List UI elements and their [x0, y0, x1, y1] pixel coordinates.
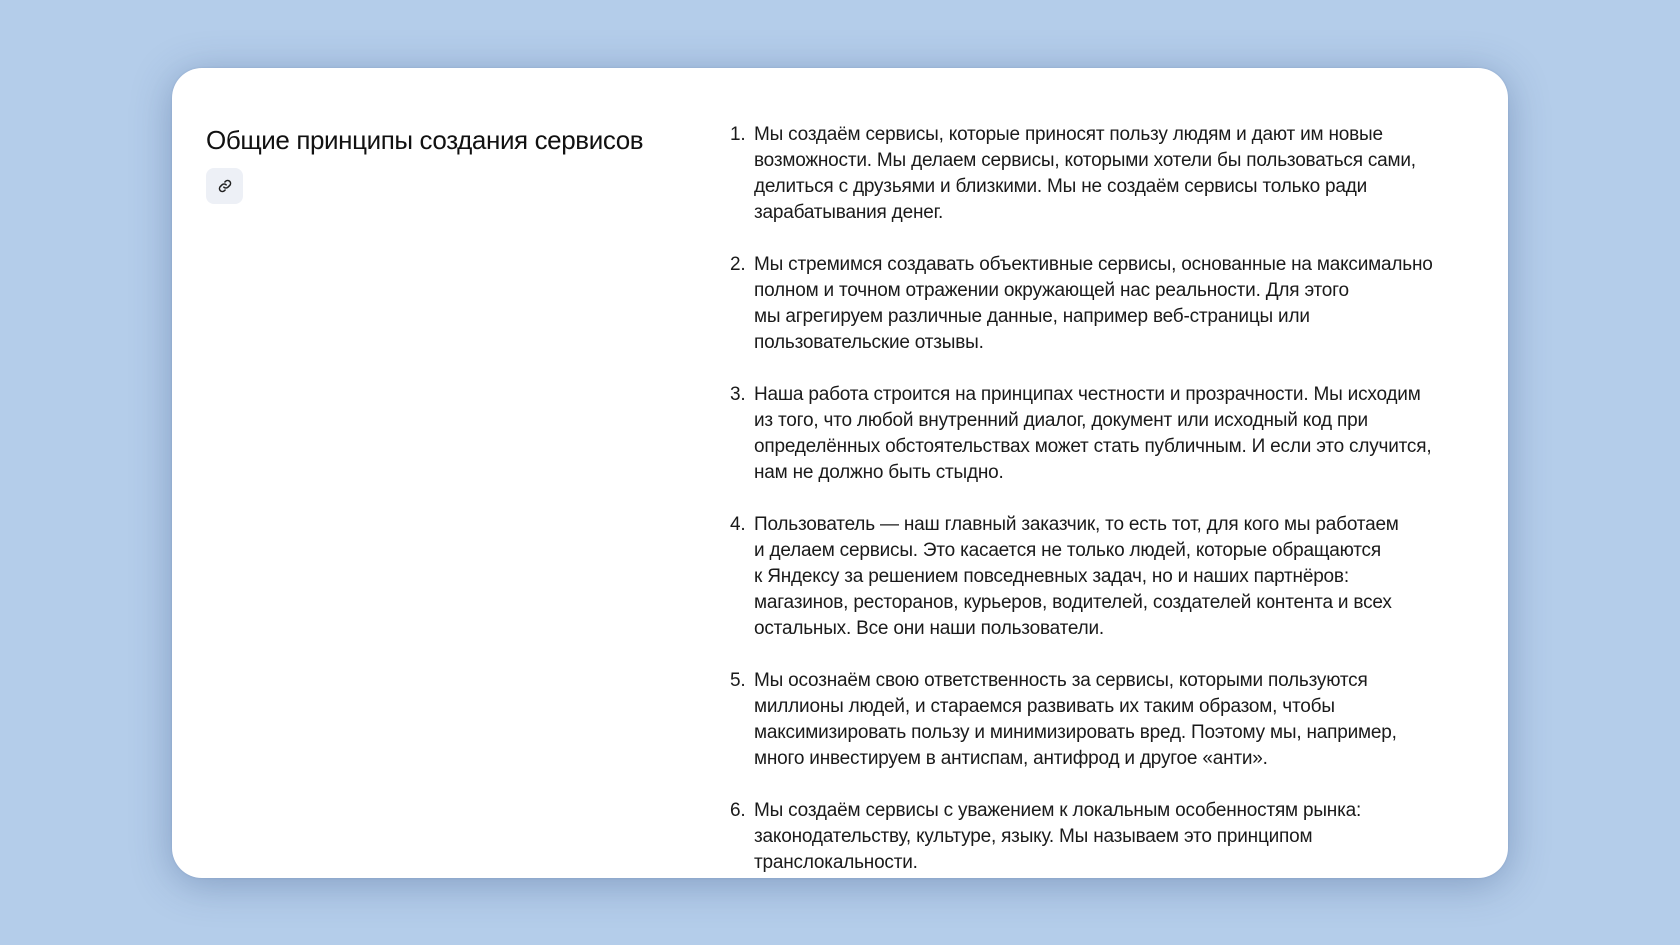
principle-line: Мы стремимся создавать объективные сервисы, основанные на максимально — [754, 254, 1433, 275]
principle-line: из того, что любой внутренний диалог, документ или исходный код при — [754, 410, 1368, 431]
principle-item — [724, 798, 1484, 876]
section-title: Общие принципы создания сервисов — [206, 125, 644, 155]
principle-line: законодательству, культуре, языку. Мы называем это принципом — [754, 826, 1313, 847]
principle-line: к Яндексу за решением повседневных задач, но и наших партнёров: — [754, 566, 1349, 587]
principle-line: миллионы людей, и стараемся развивать их таким образом, чтобы — [754, 696, 1335, 717]
principle-line: остальных. Все они наши пользователи. — [754, 618, 1105, 639]
copy-link-button[interactable] — [206, 168, 243, 204]
principle-number: 2. — [730, 254, 746, 275]
principle-line: пользовательские отзывы. — [754, 332, 984, 353]
principles-list — [724, 122, 1484, 876]
principle-line: зарабатывания денег. — [754, 202, 944, 223]
principle-line: делиться с друзьями и близкими. Мы не создаём сервисы только ради — [754, 176, 1368, 197]
link-icon — [218, 179, 232, 193]
principle-line: магазинов, ресторанов, курьеров, водителей, создателей контента и всех — [754, 592, 1392, 613]
principle-number: 1. — [730, 124, 746, 145]
principle-item — [724, 382, 1484, 486]
principle-line: определённых обстоятельствах может стать публичным. И если это случится, — [754, 436, 1432, 457]
principle-number: 4. — [730, 514, 746, 535]
principle-number: 5. — [730, 670, 746, 691]
principle-number: 3. — [730, 384, 746, 405]
principle-line: и делаем сервисы. Это касается не только людей, которые обращаются — [754, 540, 1381, 561]
principle-number: 6. — [730, 800, 746, 821]
section-header — [206, 124, 726, 204]
content-card — [172, 68, 1508, 878]
principle-line: максимизировать пользу и минимизировать вред. Поэтому мы, например, — [754, 722, 1397, 743]
principles-column — [724, 122, 1484, 878]
principle-item — [724, 668, 1484, 772]
principle-line: Мы осознаём свою ответственность за сервисы, которыми пользуются — [754, 670, 1368, 691]
principle-line: Мы создаём сервисы с уважением к локальным особенностям рынка: — [754, 800, 1362, 821]
principle-line: Пользователь — наш главный заказчик, то есть тот, для кого мы работаем — [754, 514, 1399, 535]
principle-item — [724, 252, 1484, 356]
principle-line: Наша работа строится на принципах честности и прозрачности. Мы исходим — [754, 384, 1421, 405]
principle-line: полном и точном отражении окружающей нас реальности. Для этого — [754, 280, 1349, 301]
principle-line: мы агрегируем различные данные, например веб-страницы или — [754, 306, 1310, 327]
principle-line: транслокальности. — [754, 852, 918, 873]
principle-line: нам не должно быть стыдно. — [754, 462, 1004, 483]
principle-line: возможности. Мы делаем сервисы, которыми хотели бы пользоваться сами, — [754, 150, 1416, 171]
principle-item — [724, 122, 1484, 226]
principle-item — [724, 512, 1484, 642]
principle-line: Мы создаём сервисы, которые приносят пользу людям и дают им новые — [754, 124, 1383, 145]
principle-line: много инвестируем в антиспам, антифрод и другое «анти». — [754, 748, 1268, 769]
